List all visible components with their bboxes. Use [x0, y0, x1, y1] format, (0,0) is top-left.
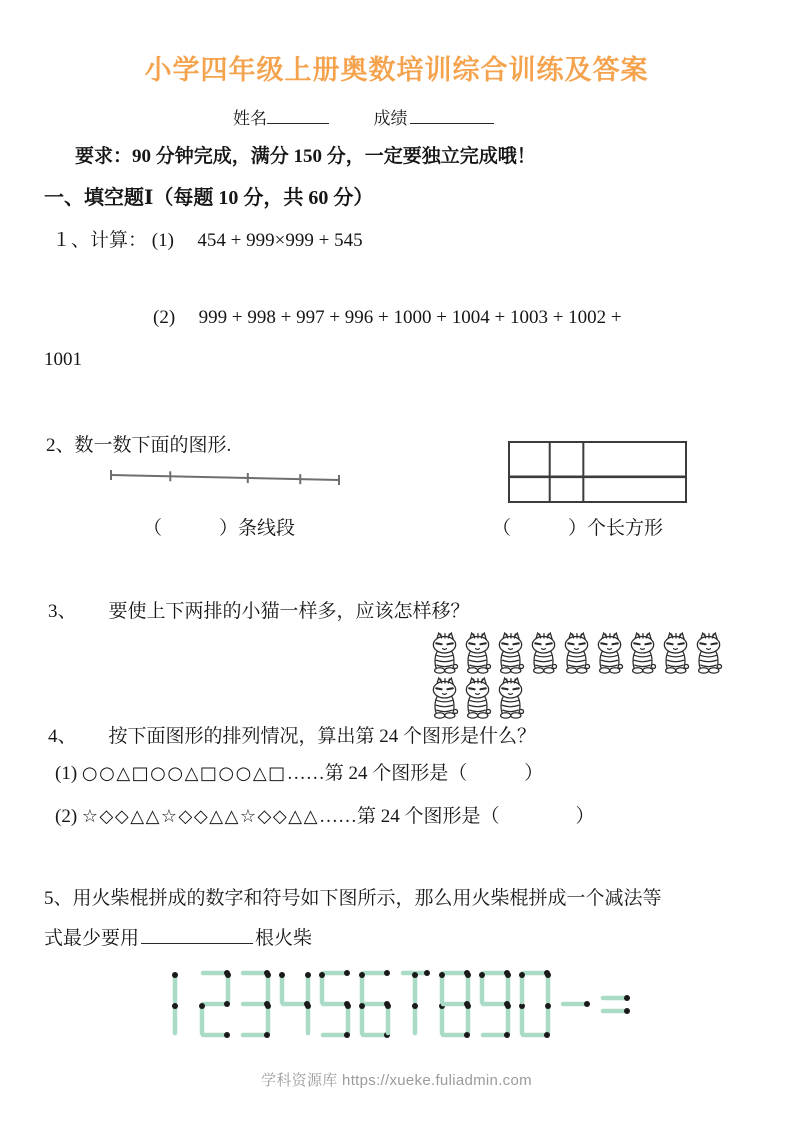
- q4-item1-tail: ……第 24 个图形是（ ）: [286, 763, 544, 784]
- cat-icon: [692, 631, 725, 674]
- section-heading: 一、填空题Ⅰ（每题 10 分，共 60 分）: [44, 187, 374, 209]
- q4-item1-shape-pattern: ○○△□○○△□○○△□: [81, 763, 287, 784]
- cat-icon: [494, 631, 527, 674]
- name-blank: [267, 106, 329, 124]
- q4-item2-shape-pattern: ☆◇◇△△☆◇◇△△☆◇◇△△: [81, 806, 319, 827]
- q1-prefix: １、计算：: [52, 230, 148, 251]
- cat-icon: [593, 631, 626, 674]
- question-4-text: [48, 721, 536, 748]
- q4-prompt: 按下面图形的排列情况，算出第 24 个图形是什么？: [108, 726, 537, 747]
- score-label: 成绩: [373, 109, 408, 128]
- cat-icon: [659, 631, 692, 674]
- question-1-line1: [52, 225, 363, 252]
- q5-line2-pre: 式最少要用: [44, 928, 140, 949]
- cats-row-bottom: [428, 676, 527, 719]
- q3-number: 3、: [48, 601, 77, 622]
- q4-number: 4、: [48, 726, 77, 747]
- question-5-line2: [44, 923, 312, 950]
- question-1-wrap: 1001: [44, 349, 82, 370]
- q4-item2-number: (2): [55, 806, 78, 827]
- q1-part2-expression: 999 + 998 + 997 + 996 + 1000 + 1004 + 1003 + 1002 +: [198, 307, 622, 328]
- q4-item-1: [55, 758, 543, 785]
- cat-icon: [494, 676, 527, 719]
- name-label: 姓名: [233, 109, 267, 128]
- page-title: 小学四年级上册奥数培训综合训练及答案: [144, 55, 649, 85]
- q1-part1-expression: 454 + 999×999 + 545: [197, 230, 363, 251]
- q2-segment-answer: （ ）条线段: [143, 518, 296, 539]
- name-score-line: [233, 104, 494, 129]
- q5-line2-post: 根火柴: [255, 928, 313, 949]
- cat-icon: [428, 631, 461, 674]
- question-3-text: [48, 596, 470, 623]
- cats-row-top: [428, 631, 725, 674]
- q2-rectangle-answer: （ ）个长方形: [492, 518, 664, 539]
- cat-icon: [461, 631, 494, 674]
- score-blank: [410, 106, 494, 124]
- cat-icon: [461, 676, 494, 719]
- footer-text: 学科资源库 https://xueke.fuliadmin.com: [261, 1072, 532, 1089]
- requirement-text: 要求：90 分钟完成，满分 150 分，一定要独立完成哦！: [75, 146, 536, 167]
- q1-part1-number: (1): [151, 230, 174, 251]
- matchstick-digits-figure: [158, 970, 640, 1042]
- rectangle-grid-figure: [507, 440, 688, 504]
- cat-icon: [428, 676, 461, 719]
- question-2-text: 2、数一数下面的图形.: [46, 435, 232, 456]
- q3-prompt: 要使上下两排的小猫一样多，应该怎样移？: [108, 601, 470, 622]
- question-1-line2: [153, 307, 622, 329]
- cat-icon: [527, 631, 560, 674]
- q4-item2-tail: ……第 24 个图形是（ ）: [318, 806, 595, 827]
- q1-part2-number: (2): [153, 307, 176, 328]
- q4-item1-number: (1): [55, 763, 78, 784]
- q4-item-2: [55, 801, 594, 828]
- cat-icon: [560, 631, 593, 674]
- q5-answer-blank: [141, 924, 253, 944]
- line-segment-figure: [106, 466, 346, 492]
- cat-icon: [626, 631, 659, 674]
- question-5-line1: 5、用火柴棍拼成的数字和符号如下图所示，那么用火柴棍拼成一个减法等: [44, 888, 662, 909]
